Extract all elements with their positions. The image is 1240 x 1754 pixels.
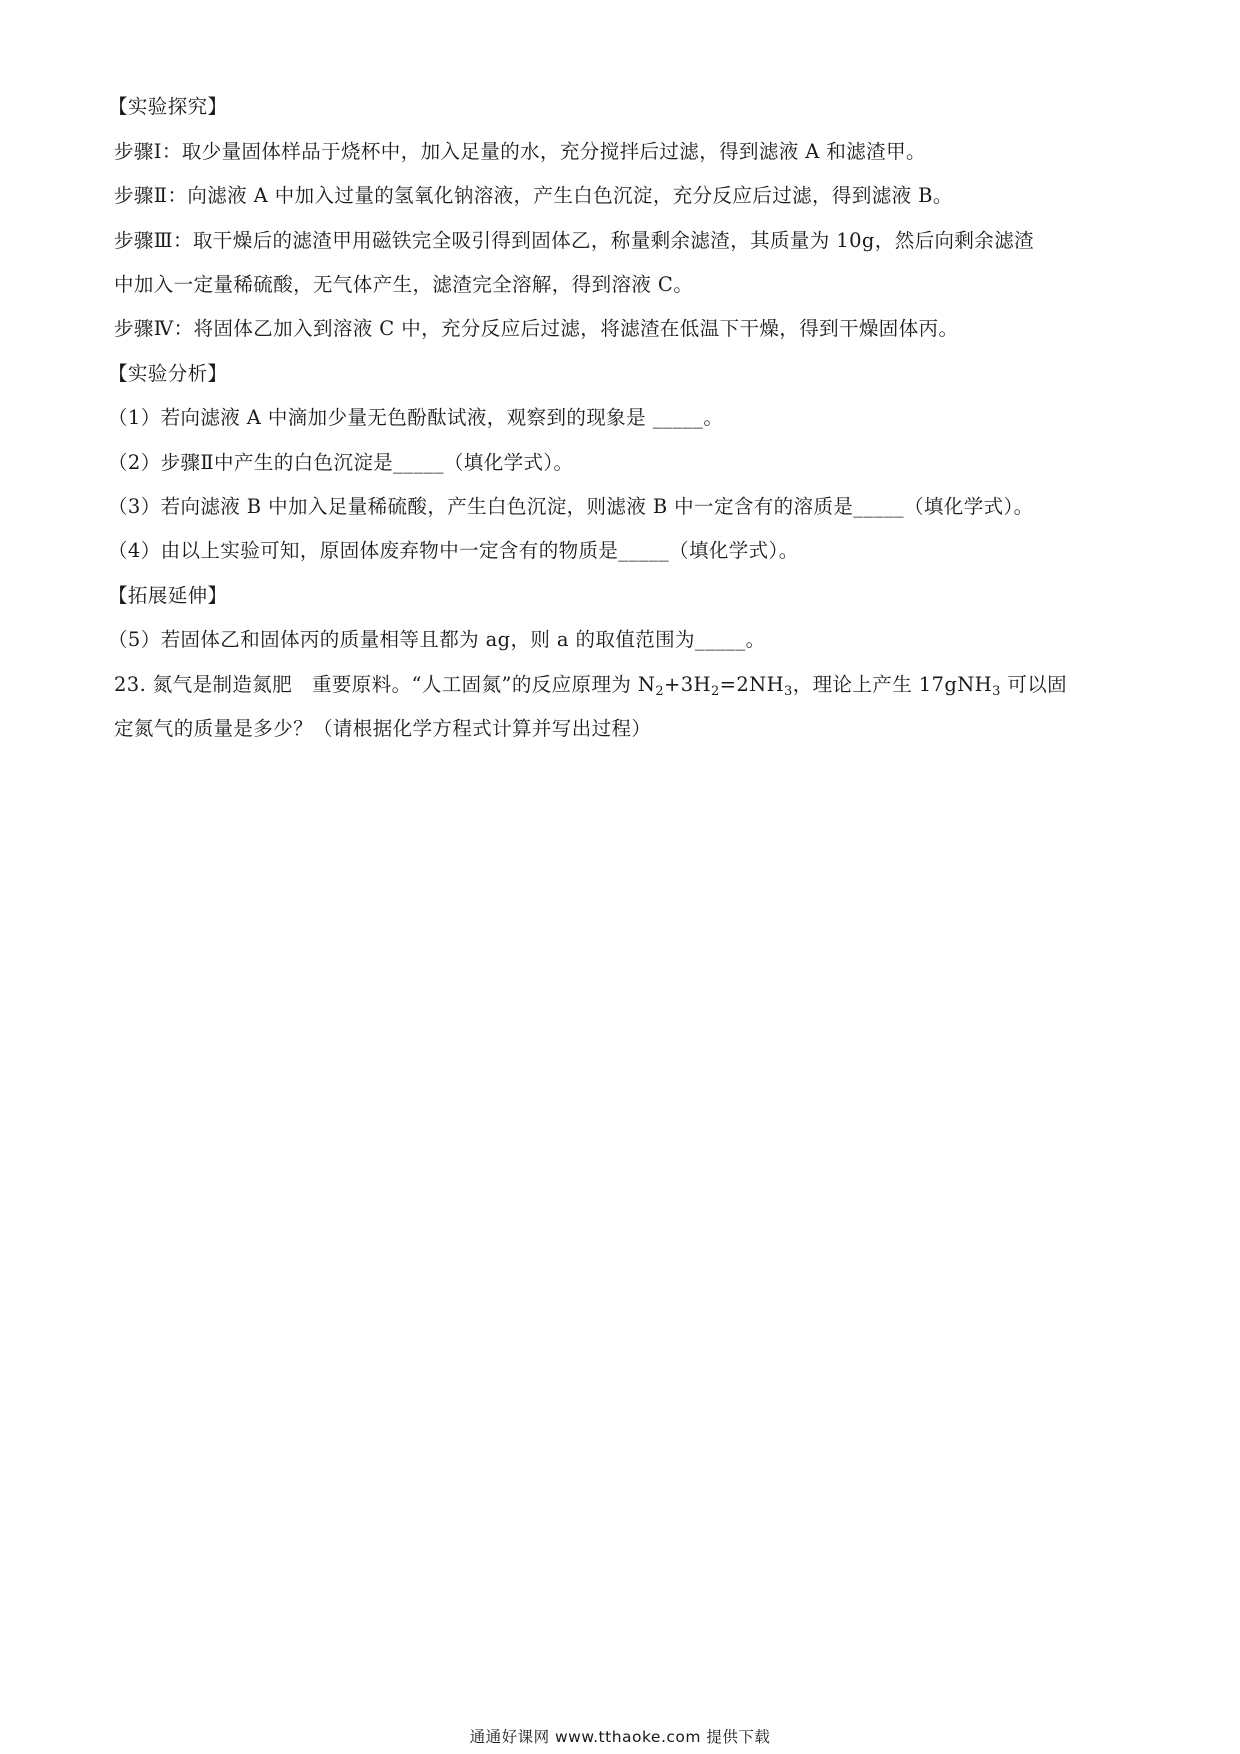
section-heading-experiment-inquiry: 【实验探究】 bbox=[108, 95, 228, 118]
q23-subscript-1: 2 bbox=[655, 684, 664, 699]
page-footer: 通通好课网 www.tthaoke.com 提供下载 bbox=[469, 1728, 771, 1746]
q23-subscript-4: 3 bbox=[992, 684, 1001, 699]
step-3-text-line2: 中加入一定量稀硫酸，无气体产生，滤渣完全溶解，得到溶液 C。 bbox=[114, 273, 694, 296]
q23-text-part4: ，理论上产生 17gNH bbox=[792, 673, 993, 696]
step-3-text-line1: 步骤Ⅲ：取干燥后的滤渣甲用磁铁完全吸引得到固体乙，称量剩余滤渣，其质量为 10g，然后向剩余滤渣 bbox=[114, 229, 1034, 252]
q23-text-part3: =2NH bbox=[719, 673, 785, 696]
q23-subscript-3: 3 bbox=[784, 684, 793, 699]
step-1-text: 步骤Ⅰ：取少量固体样品于烧杯中，加入足量的水，充分搅拌后过滤，得到滤液 A 和滤渣甲。 bbox=[114, 140, 926, 163]
q23-text-part1: 23. 氮气是制造氮肥 重要原料。“人工固氮”的反应原理为 N bbox=[114, 673, 656, 696]
question-23-line2: 定氮气的质量是多少？（请根据化学方程式计算并写出过程） bbox=[114, 717, 652, 740]
question-4: （4）由以上实验可知，原固体废弃物中一定含有的物质是_____（填化学式）。 bbox=[108, 539, 799, 562]
q23-text-part2: +3H bbox=[663, 673, 711, 696]
question-1: （1）若向滤液 A 中滴加少量无色酚酞试液，观察到的现象是 _____。 bbox=[108, 406, 724, 429]
question-23-line1 bbox=[114, 672, 1067, 698]
question-3: （3）若向滤液 B 中加入足量稀硫酸，产生白色沉淀，则滤液 B 中一定含有的溶质是_____（填化学式）。 bbox=[108, 495, 1034, 518]
question-2: （2）步骤Ⅱ中产生的白色沉淀是_____（填化学式）。 bbox=[108, 451, 574, 474]
step-4-text: 步骤Ⅳ：将固体乙加入到溶液 C 中，充分反应后过滤，将滤渣在低温下干燥，得到干燥固体丙。 bbox=[114, 317, 959, 340]
q23-subscript-2: 2 bbox=[710, 684, 720, 699]
section-heading-experiment-analysis: 【实验分析】 bbox=[108, 362, 228, 385]
step-2-text: 步骤Ⅱ：向滤液 A 中加入过量的氢氧化钠溶液，产生白色沉淀，充分反应后过滤，得到滤液 B。 bbox=[114, 184, 953, 207]
q23-text-part5: 可以固 bbox=[1000, 673, 1068, 696]
section-heading-extension: 【拓展延伸】 bbox=[108, 584, 228, 607]
question-5: （5）若固体乙和固体丙的质量相等且都为 ag，则 a 的取值范围为_____。 bbox=[108, 628, 766, 651]
